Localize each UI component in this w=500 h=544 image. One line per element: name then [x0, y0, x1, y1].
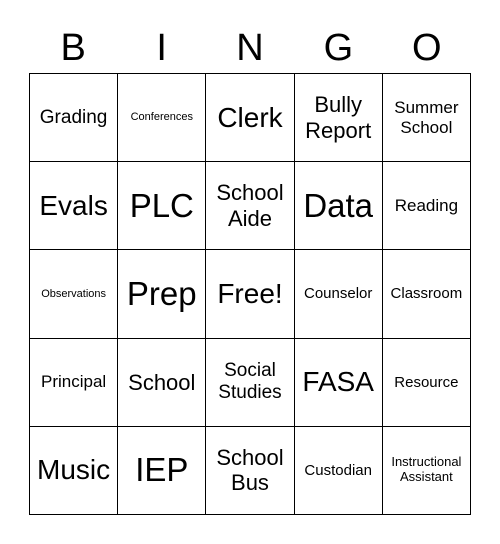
header-letter-i: I: [156, 27, 167, 69]
cell-label: PLC: [129, 186, 194, 224]
cell-label: Custodian: [304, 461, 372, 479]
header-letter-g: G: [323, 27, 354, 69]
cell-label: IEP: [135, 451, 189, 489]
bingo-cell-data[interactable]: [295, 162, 383, 250]
bingo-cell-social-studies[interactable]: [206, 339, 294, 427]
bingo-cell-observations[interactable]: [30, 250, 118, 338]
bingo-cell-grading[interactable]: [30, 74, 118, 162]
bingo-cell-plc[interactable]: [118, 162, 206, 250]
header-letter-o: O: [412, 27, 442, 69]
cell-label: Principal: [40, 372, 107, 392]
bingo-cell-instructional-assistant[interactable]: [383, 427, 471, 515]
bingo-cell-classroom[interactable]: [383, 250, 471, 338]
cell-label: Counselor: [304, 285, 373, 303]
bingo-cell-summer-school[interactable]: [383, 74, 471, 162]
header-letter-b: B: [60, 27, 86, 69]
bingo-board: [29, 73, 471, 515]
bingo-cell-prep[interactable]: [118, 250, 206, 338]
cell-label: Grading: [39, 106, 108, 128]
bingo-cell-free-space[interactable]: [206, 250, 294, 338]
cell-label: Resource: [394, 373, 459, 391]
cell-label: School: [128, 369, 196, 395]
bingo-cell-resource[interactable]: [383, 339, 471, 427]
cell-label: Evals: [39, 189, 108, 221]
header-letter-n: N: [236, 27, 264, 69]
bingo-cell-counselor[interactable]: [295, 250, 383, 338]
bingo-cell-iep[interactable]: [118, 427, 206, 515]
bingo-cell-school-bus[interactable]: [206, 427, 294, 515]
cell-label: Reading: [394, 196, 459, 216]
bingo-cell-bully-report[interactable]: [295, 74, 383, 162]
cell-label: School Bus: [216, 445, 284, 496]
cell-label: Classroom: [390, 285, 463, 303]
cell-label: Clerk: [217, 101, 283, 133]
cell-label: Data: [303, 186, 374, 224]
bingo-cell-school[interactable]: [118, 339, 206, 427]
bingo-cell-custodian[interactable]: [295, 427, 383, 515]
cell-label: School Aide: [216, 180, 284, 231]
bingo-cell-music[interactable]: [30, 427, 118, 515]
cell-label: Bully Report: [305, 92, 372, 143]
bingo-cell-reading[interactable]: [383, 162, 471, 250]
cell-label: FASA: [302, 366, 374, 398]
bingo-cell-conferences[interactable]: [118, 74, 206, 162]
cell-label: Summer School: [394, 98, 459, 137]
cell-label: Conferences: [130, 111, 193, 124]
cell-label: Music: [37, 454, 111, 486]
cell-label: Prep: [126, 275, 197, 313]
bingo-cell-clerk[interactable]: [206, 74, 294, 162]
bingo-header: [29, 22, 471, 74]
bingo-cell-school-aide[interactable]: [206, 162, 294, 250]
bingo-cell-principal[interactable]: [30, 339, 118, 427]
cell-label: Free!: [217, 277, 283, 309]
cell-label: Instructional Assistant: [391, 454, 462, 485]
cell-label: Social Studies: [218, 360, 282, 404]
bingo-cell-fasa[interactable]: [295, 339, 383, 427]
bingo-cell-evals[interactable]: [30, 162, 118, 250]
cell-label: Observations: [41, 287, 106, 300]
